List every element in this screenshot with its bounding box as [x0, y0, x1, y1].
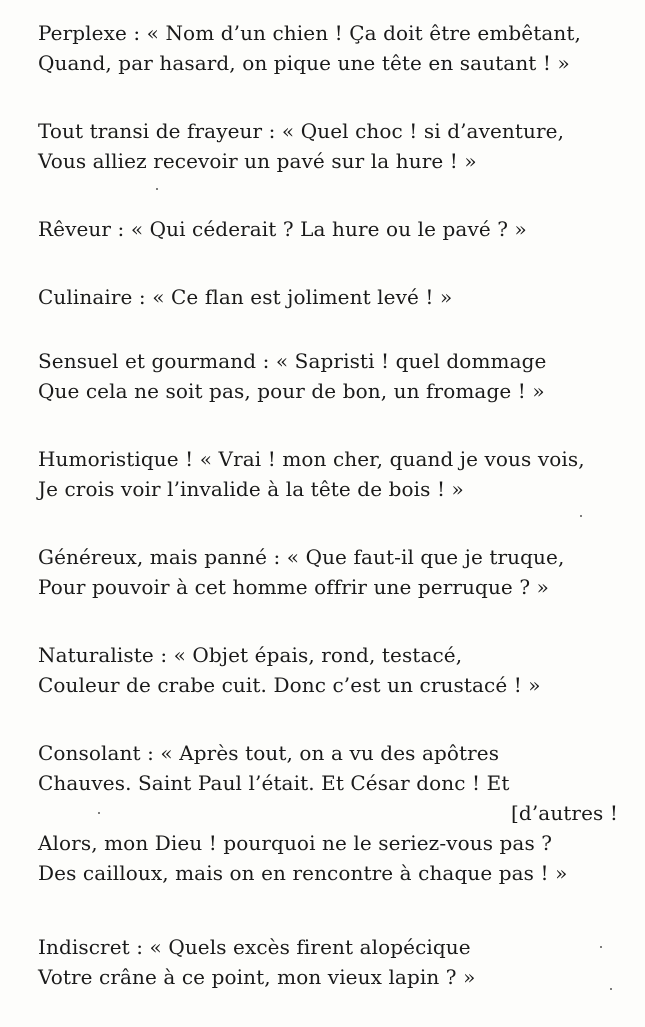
verse-line: Que cela ne soit pas, pour de bon, un fromage ! » [38, 379, 545, 403]
verse-line: Sensuel et gourmand : « Sapristi ! quel dommage [38, 349, 547, 373]
verse-line: Alors, mon Dieu ! pourquoi ne le seriez-vous pas ? [38, 831, 553, 855]
stanza-humoristique [38, 444, 618, 504]
stanza-sensuel [38, 346, 618, 406]
stanza-reveur [38, 214, 618, 244]
stanza-naturaliste [38, 640, 618, 700]
verse-line: Généreux, mais panné : « Que faut-il que je truque, [38, 545, 565, 569]
verse-line: Couleur de crabe cuit. Donc c’est un crustacé ! » [38, 673, 541, 697]
verse-line: Consolant : « Après tout, on a vu des apôtres [38, 741, 500, 765]
verse-line: Pour pouvoir à cet homme offrir une perruque ? » [38, 575, 549, 599]
stanza-tout-transi [38, 116, 618, 176]
verse-line: Vous alliez recevoir un pavé sur la hure ! » [38, 149, 477, 173]
verse-line: Perplexe : « Nom d’un chien ! Ça doit être embêtant, [38, 21, 581, 45]
verse-line: Votre crâne à ce point, mon vieux lapin ? » [38, 965, 476, 989]
stanza-perplexe [38, 18, 618, 78]
stanza-culinaire [38, 282, 618, 312]
stanza-genereux [38, 542, 618, 602]
stanza-consolant [38, 738, 618, 888]
print-speck [156, 188, 158, 190]
print-speck [98, 812, 100, 814]
verse-line: Humoristique ! « Vrai ! mon cher, quand je vous vois, [38, 447, 585, 471]
verse-line: Chauves. Saint Paul l’était. Et César donc ! Et [38, 771, 510, 795]
print-speck [600, 946, 602, 948]
verse-line: Culinaire : « Ce flan est joliment levé ! » [38, 285, 453, 309]
verse-line-overflow: [d’autres ! [511, 801, 618, 825]
verse-line: Rêveur : « Qui céderait ? La hure ou le pavé ? » [38, 217, 527, 241]
verse-line: Tout transi de frayeur : « Quel choc ! si d’aventure, [38, 119, 565, 143]
stanza-indiscret [38, 932, 618, 992]
print-speck [610, 988, 612, 990]
verse-line: Quand, par hasard, on pique une tête en sautant ! » [38, 51, 570, 75]
verse-line: Je crois voir l’invalide à la tête de bois ! » [38, 477, 464, 501]
verse-line: Indiscret : « Quels excès firent alopécique [38, 935, 471, 959]
verse-line: Naturaliste : « Objet épais, rond, testacé, [38, 643, 463, 667]
verse-line: Des cailloux, mais on en rencontre à chaque pas ! » [38, 861, 568, 885]
print-speck [580, 515, 582, 517]
